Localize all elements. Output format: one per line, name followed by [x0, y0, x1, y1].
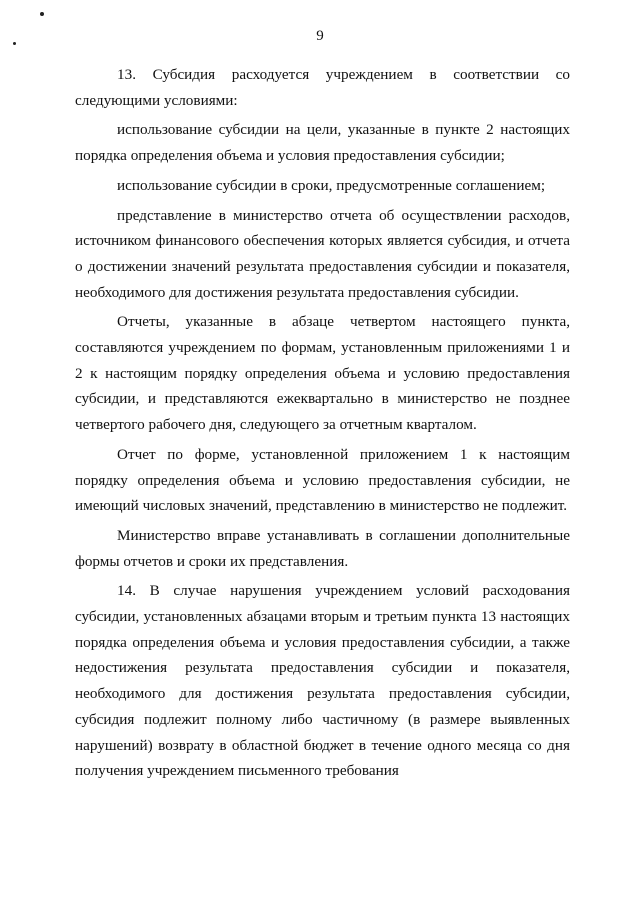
paragraph-13-intro: 13. Субсидия расходуется учреждением в соответствии со следующими условиями:: [75, 66, 570, 109]
paragraph-report-form-1: Отчет по форме, установленной приложением 1 к настоящим порядку определения объема и условию предоставления субсидии, не имеющий числовых значений, представлению в министерство не подлежит.: [75, 445, 570, 515]
paragraph-condition-purpose: использование субсидии на цели, указанные в пункте 2 настоящих порядка определения объема и условия предоставления субсидии;: [75, 121, 570, 165]
paragraph-condition-terms: использование субсидии в сроки, предусмотренные соглашением;: [117, 176, 546, 194]
paragraph-condition-reporting: представление в министерство отчета об осуществлении расходов, источником финансового обеспечения которых является субсидия, и отчета о достижении значений результата предоставления субсидии и показателя, необходимого для достижения результата предоставления субсидии.: [75, 206, 570, 301]
scan-speck: [40, 12, 44, 16]
paragraph-14-violations: 14. В случае нарушения учреждением условий расходования субсидии, установленных абзацами вторым и третьим пункта 13 настоящих порядка определения объема и условия предоставления субсидии, а также недостижения результата предоставления субсидии и показателя, необходимого для достижения результата предоставления субсидии, субсидия подлежит полному либо частичному (в размере выявленных нарушений) возврату в областной бюджет в течение одного месяца со дня получения учреждением письменного требования: [75, 582, 570, 780]
paragraph-reports-forms: Отчеты, указанные в абзаце четвертом настоящего пункта, составляются учреждением по формам, установленным приложениями 1 и 2 к настоящим порядку определения объема и условию предоставления субсидии, и представляются ежеквартально в министерство не позднее четвертого рабочего дня, следующего за отчетным кварталом.: [75, 313, 570, 434]
paragraph-ministry-rights: Министерство вправе устанавливать в соглашении дополнительные формы отчетов и сроки их представления.: [75, 526, 570, 570]
document-body: [75, 62, 570, 784]
page-number: 9: [316, 28, 324, 44]
